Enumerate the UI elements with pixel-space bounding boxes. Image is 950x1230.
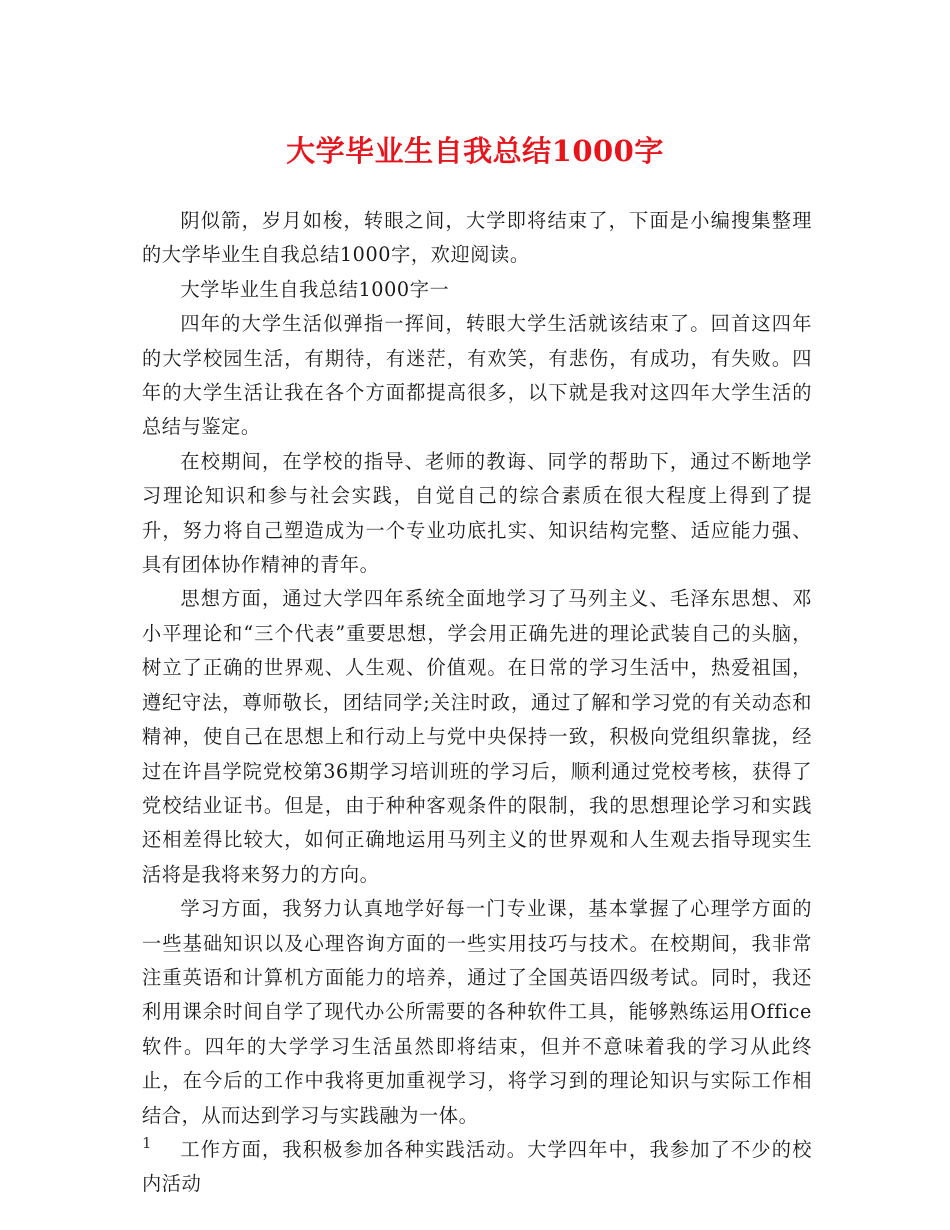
section-heading: 大学毕业生自我总结1000字一: [180, 277, 450, 301]
body-paragraph: 思想方面，通过大学四年系统全面地学习了马列主义、毛泽东思想、邓小平理论和“三个代表”重要思想，学会用正确先进的理论武装自己的头脑，树立了正确的世界观、人生观、价值观。在日常的学习生活中，热爱祖国，遵纪守法，尊师敬长，团结同学;关注时政，通过了解和学习党的有关动态和精神，使自己在思想上和行动上与党中央保持一致，积极向党组织靠拢，经过在许昌学院党校第36期学习培训班的学习后，顺利通过党校考核，获得了党校结业证书。但是，由于种种客观条件的限制，我的思想理论学习和实践还相差得比较大，如何正确地运用马列主义的世界观和人生观去指导现实生活将是我将来努力的方向。: [142, 587, 812, 886]
body-paragraph: 工作方面，我积极参加各种实践活动。大学四年中，我参加了不少的校内活动: [142, 1137, 812, 1196]
body-paragraph: 四年的大学生活似弹指一挥间，转眼大学生活就该结束了。回首这四年的大学校园生活，有期待，有迷茫，有欢笑，有悲伤，有成功，有失败。四年的大学生活让我在各个方面都提高很多，以下就是我对这四年大学生活的总结与鉴定。: [142, 312, 812, 439]
document-body: [142, 204, 812, 1202]
intro-paragraph: 阴似箭，岁月如梭，转眼之间，大学即将结束了，下面是小编搜集整理的大学毕业生自我总结1000字，欢迎阅读。: [142, 209, 812, 267]
body-paragraph: 在校期间，在学校的指导、老师的教诲、同学的帮助下，通过不断地学习理论知识和参与社会实践，自觉自己的综合素质在很大程度上得到了提升，努力将自己塑造成为一个专业功底扎实、知识结构完整、适应能力强、具有团体协作精神的青年。: [142, 449, 812, 577]
page-number: 1: [142, 1134, 152, 1152]
document-title: 大学毕业生自我总结1000字: [286, 134, 664, 168]
body-paragraph: 学习方面，我努力认真地学好每一门专业课，基本掌握了心理学方面的一些基础知识以及心理咨询方面的一些实用技巧与技术。在校期间，我非常注重英语和计算机方面能力的培养，通过了全国英语四级考试。同时，我还利用课余时间自学了现代办公所需要的各种软件工具，能够熟练运用Office软件。四年的大学学习生活虽然即将结束，但并不意味着我的学习从此终止，在今后的工作中我将更加重视学习，将学习到的理论知识与实际工作相结合，从而达到学习与实践融为一体。: [142, 897, 812, 1127]
